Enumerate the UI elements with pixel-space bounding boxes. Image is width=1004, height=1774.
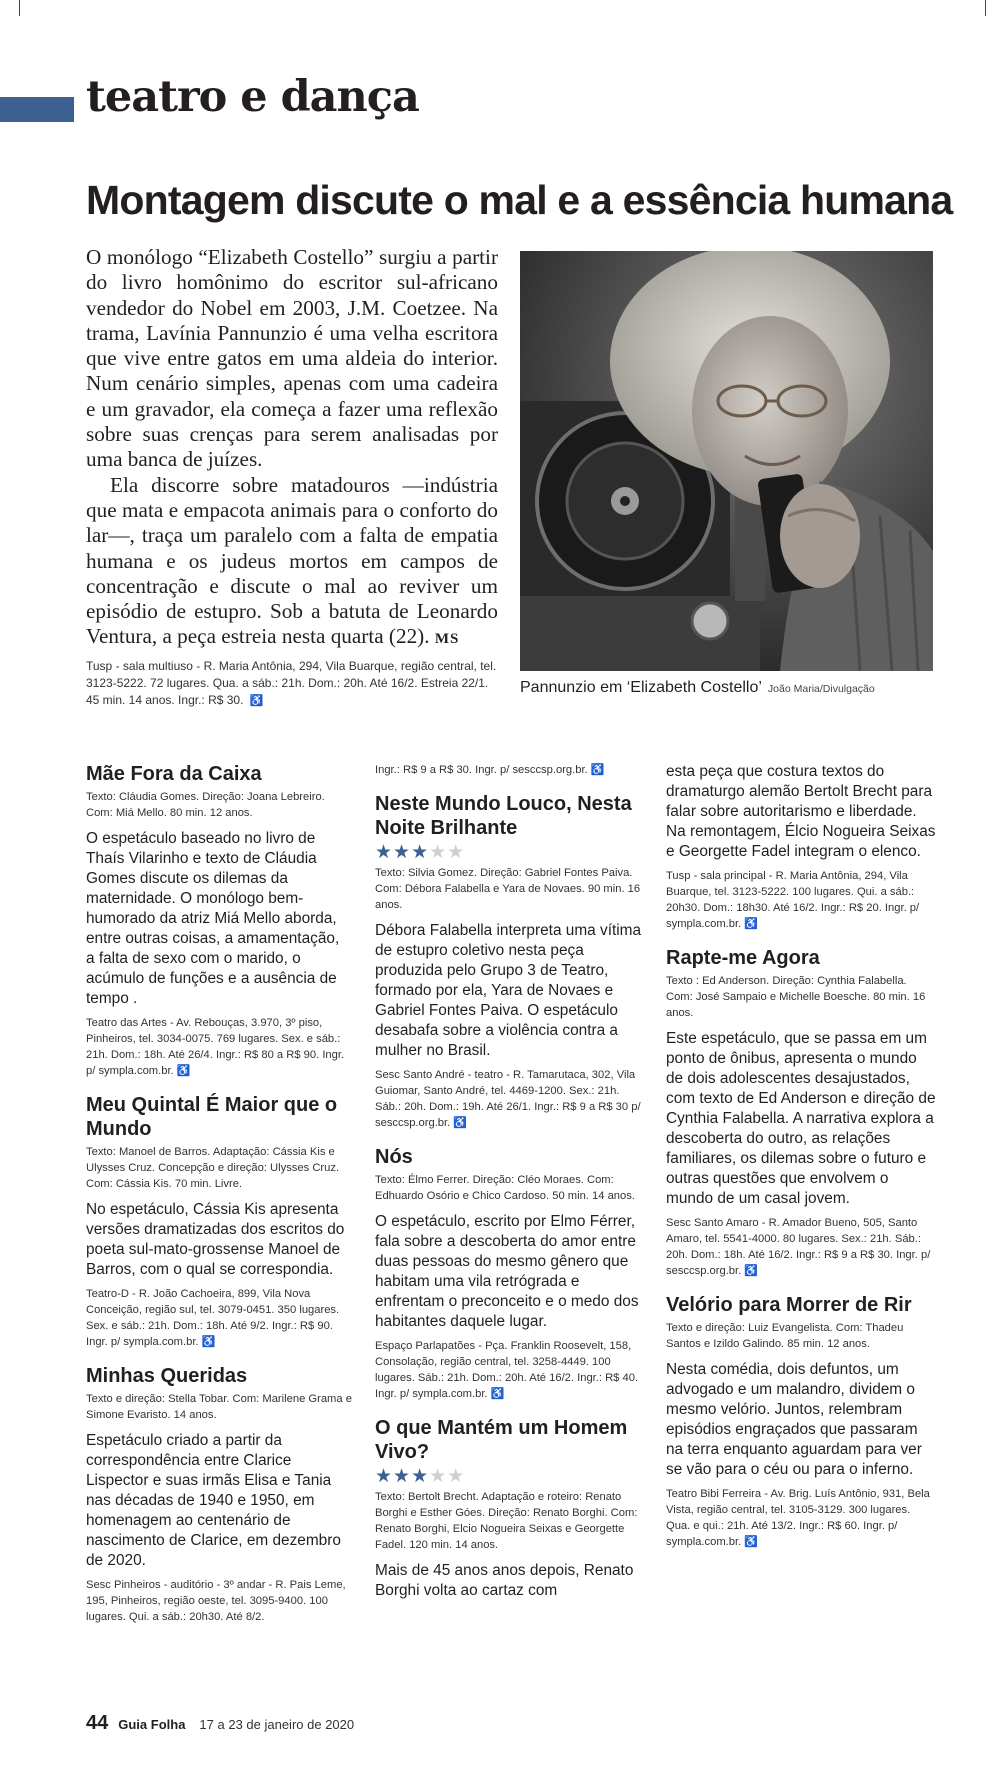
- lead-venue-info: [86, 658, 498, 710]
- star-filled-icon: ★★★: [375, 842, 430, 863]
- show-credits: Texto: Silvia Gomez. Direção: Gabriel Fontes Paiva. Com: Débora Falabella e Yara de Novaes. 90 min. 16 anos.: [375, 867, 641, 911]
- venue-text: Sesc Santo Amaro - R. Amador Bueno, 505, Santo Amaro, tel. 5541-4000. 80 lugares. Sex.: 21h. Sáb.: 20h. Dom.: 18h. Até 16/2. Ingr.: R$ 9 a R$ 30. Ingr. p/ sesccsp.org.br.: [666, 1217, 931, 1277]
- show-venue-info: [86, 1015, 352, 1079]
- show-listing: [666, 946, 936, 1279]
- listings-column-1: [86, 762, 352, 1639]
- lead-headline: Montagem discute o mal e a essência humana: [86, 177, 953, 223]
- venue-text: Sesc Santo André - teatro - R. Tamarutaca, 302, Vila Guiomar, Santo André, tel. 4469-1200. Sex.: 21h. Sáb.: 20h. Dom.: 19h. Até 26/1. Ingr.: R$ 9 a R$ 30 p/ sesccsp.org.br.: [375, 1069, 641, 1129]
- rating-stars: [375, 843, 645, 863]
- show-description: Espetáculo criado a partir da correspondência entre Clarice Lispector e suas irmãs Elisa e Tania nas décadas de 1940 e 1950, em homenagem ao centenário de nascimento de Clarice, em dezembro de 2020.: [86, 1432, 341, 1569]
- show-listing: [86, 1093, 352, 1350]
- photo-credit: João Maria/Divulgação: [767, 683, 875, 695]
- show-title: Meu Quintal É Maior que o Mundo: [86, 1094, 338, 1140]
- show-listing: [86, 1364, 352, 1625]
- star-empty-icon: ★★: [429, 1466, 466, 1487]
- show-listing: [86, 762, 352, 1079]
- show-title: Neste Mundo Louco, Nesta Noite Brilhante: [375, 793, 632, 839]
- rating-stars: [375, 1467, 645, 1487]
- show-title: Mãe Fora da Caixa: [86, 763, 262, 785]
- show-description: No espetáculo, Cássia Kis apresenta versões dramatizadas dos escritos do poeta sul-mato-grossense Manoel de Barros, com o qual se correspondia.: [86, 1201, 345, 1278]
- show-venue-info: [666, 868, 936, 932]
- show-listing-continued: [666, 762, 936, 932]
- accessibility-icon: ♿: [590, 764, 605, 776]
- show-title: O que Mantém um Homem Vivo?: [375, 1417, 628, 1463]
- page-number: 44: [86, 1712, 109, 1734]
- caption-text: Pannunzio em ‘Elizabeth Costello’: [520, 679, 762, 696]
- show-venue-info: [666, 1486, 936, 1550]
- accessibility-icon: ♿: [453, 1117, 467, 1129]
- show-venue-info: [375, 1067, 645, 1131]
- show-title: Minhas Queridas: [86, 1365, 248, 1387]
- venue-text: Teatro Bibi Ferreira - Av. Brig. Luís Antônio, 931, Bela Vista, região central, tel. 3105-3129. 300 lugares. Qua. e qui.: 21h. Até 13/2. Ingr.: R$ 60. Ingr. p/ sympla.com.br.: [666, 1488, 930, 1548]
- venue-text: Espaço Parlapatões - Pça. Franklin Roosevelt, 158, Consolação, região central, tel. 3258-4449. 100 lugares. Sáb.: 21h. Dom.: 20h. Até 16/2. Ingr.: R$ 40. Ingr. p/ sympla.com.br.: [375, 1340, 639, 1400]
- accessibility-icon: ♿: [176, 1065, 191, 1077]
- show-listing: [375, 1145, 645, 1402]
- show-description: Nesta comédia, dois defuntos, um advogado e um malandro, dividem o mesmo velório. Juntos, relembram episódios engraçados que passaram na terra enquanto aguardam para ver se vão para o céu ou para o inferno.: [666, 1361, 922, 1478]
- section-title: teatro e dança: [86, 72, 419, 122]
- show-description: O espetáculo, escrito por Elmo Férrer, fala sobre a descoberta do amor entre duas pessoas do mesmo gênero que habitam uma vila retrógrada e enfrentam o preconceito e o medo dos habitantes daquele lugar.: [375, 1213, 639, 1330]
- publication-name: Guia Folha: [118, 1717, 186, 1732]
- crop-mark-left: [19, 0, 20, 16]
- accessibility-icon: ♿: [744, 1265, 758, 1277]
- venue-text: Teatro das Artes - Av. Rebouças, 3.970, 3º piso, Pinheiros, tel. 3034-0075. 769 lugares. Sex. e sáb.: 21h. Dom.: 18h. Até 26/4. Ingr.: R$ 80 a R$ 90. Ingr. p/ sympla.com.br.: [86, 1017, 345, 1077]
- venue-text: Tusp - sala principal - R. Maria Antônia, 294, Vila Buarque, tel. 3123-5222. 100 lugares. Qui. a sáb.: 20h30. Dom.: 18h30. Até 16/2. Ingr.: R$ 20. Ingr. p/ sympla.com.br.: [666, 870, 920, 930]
- show-credits: Texto: Manoel de Barros. Adaptação: Cássia Kis e Ulysses Cruz. Concepção e direção: Ulysses Cruz. Com: Cássia Kis. 70 min. Livre.: [86, 1146, 340, 1190]
- show-credits: Texto: Cláudia Gomes. Direção: Joana Lebreiro. Com: Miá Mello. 80 min. 12 anos.: [86, 791, 325, 819]
- show-listing: [375, 1416, 645, 1601]
- issue-dates: 17 a 23 de janeiro de 2020: [199, 1717, 355, 1732]
- show-venue-info: [86, 1286, 352, 1350]
- show-credits: Texto: Bertolt Brecht. Adaptação e roteiro: Renato Borghi e Esther Góes. Direção: Renato Borghi. Com: Renato Borghi, Elcio Nogueira Seixas e Georgette Fadel. 120 min. 14 anos.: [375, 1491, 638, 1551]
- show-credits: Texto e direção: Stella Tobar. Com: Marilene Grama e Simone Evaristo. 14 anos.: [86, 1393, 352, 1421]
- accessibility-icon: ♿: [744, 1536, 758, 1548]
- lead-photo: [520, 251, 933, 671]
- photo-caption: [520, 679, 875, 697]
- show-listing: [666, 1293, 936, 1550]
- lead-venue-text: Tusp - sala multiuso - R. Maria Antônia, 294, Vila Buarque, região central, tel. 3123-5222. 72 lugares. Qua. a sáb.: 21h. Dom.: 20h. Até 16/2. Estreia 22/1. 45 min. 14 anos. Ingr.: R$ 30.: [86, 658, 497, 707]
- venue-text: Ingr.: R$ 9 a R$ 30. Ingr. p/ sesccsp.org.br.: [375, 764, 588, 776]
- listings-column-2: [375, 762, 645, 1615]
- show-credits: Texto: Élmo Ferrer. Direção: Cléo Moraes. Com: Edhuardo Osório e Chico Cardoso. 50 min. 14 anos.: [375, 1174, 635, 1202]
- lead-paragraph: [86, 473, 498, 653]
- accessibility-icon: ♿: [744, 918, 758, 930]
- lead-article: [86, 245, 498, 710]
- show-credits: Texto : Ed Anderson. Direção: Cynthia Falabella. Com: José Sampaio e Michelle Boesche. 80 min. 16 anos.: [666, 975, 926, 1019]
- section-color-bar: [0, 97, 74, 122]
- star-filled-icon: ★★★: [375, 1466, 430, 1487]
- star-empty-icon: ★★: [429, 842, 466, 863]
- show-listing: [375, 792, 645, 1131]
- show-description: O espetáculo baseado no livro de Thaís Vilarinho e texto de Cláudia Gomes discute os dilemas da maternidade. O monólogo bem-humorado da atriz Miá Mello aborda, entre outras coisas, a amamentação, a falta de sexo com o marido, o acúmulo de funções e a ausência de tempo .: [86, 830, 340, 1007]
- venue-text: Teatro-D - R. João Cachoeira, 899, Vila Nova Conceição, região sul, tel. 3079-0451. 350 lugares. Sex. e sáb.: 21h. Dom.: 18h. Até 9/2. Ingr.: R$ 90. Ingr. p/ sympla.com.br.: [86, 1288, 340, 1348]
- author-signature: MS: [434, 631, 460, 648]
- show-description: Este espetáculo, que se passa em um ponto de ônibus, apresenta o mundo de dois adolescentes desajustados, com texto de Ed Anderson e direção de Cynthia Falabella. A narrativa explora a descoberta do outro, as relações familiares, os dilemas sobre o futuro e outras questões que envolvem o mundo de um casal jovem.: [666, 1030, 936, 1207]
- show-description: Débora Falabella interpreta uma vítima de estupro coletivo nesta peça produzida pelo Grupo 3 de Teatro, formado por ela, Yara de Novaes e Gabriel Fontes Paiva. O espetáculo desabafa sobre a violência contra a mulher no Brasil.: [375, 922, 642, 1059]
- actress-tape-recorder-photo: [520, 251, 933, 671]
- show-venue-info: Sesc Pinheiros - auditório - 3º andar - R. Pais Leme, 195, Pinheiros, região oeste, tel. 3095-9400. 100 lugares. Qui. a sáb.: 20h30. Até 8/2.: [86, 1579, 346, 1623]
- accessibility-icon: ♿: [249, 694, 264, 707]
- lead-paragraph-text: Ela discorre sobre matadouros —indústria que mata e empacota animais para o conforto do lar—, traça um paralelo com a falta de empatia humana e os judeus mortos em campos de concentração e discute o mal ao reviver um episódio de estupro. Sob a batuta de Leonardo Ventura, a peça estreia nesta quarta (22).: [86, 472, 498, 649]
- show-credits: Texto e direção: Luiz Evangelista. Com: Thadeu Santos e Izildo Galindo. 85 min. 12 anos.: [666, 1322, 904, 1350]
- show-title: Rapte-me Agora: [666, 947, 820, 969]
- show-title: Nós: [375, 1146, 413, 1168]
- continued-venue-info: [375, 762, 645, 778]
- lead-paragraph: O monólogo “Elizabeth Costello” surgiu a partir do livro homônimo do escritor sul-africano vendedor do Nobel em 2003, J.M. Coetzee. Na trama, Lavínia Pannunzio é uma velha escritora que vive entre gatos em uma aldeia do interior. Num cenário simples, apenas com uma cadeira e um gravador, ela começa a fazer uma reflexão sobre suas crenças para serem analisadas por uma banca de juízes.: [86, 245, 498, 472]
- page-footer: [86, 1712, 354, 1735]
- accessibility-icon: ♿: [201, 1336, 216, 1348]
- show-venue-info: [375, 1338, 645, 1402]
- listings-column-3: [666, 762, 936, 1564]
- show-title: Velório para Morrer de Rir: [666, 1294, 912, 1316]
- show-venue-info: [666, 1215, 936, 1279]
- crop-mark-right: [985, 0, 986, 16]
- show-description: esta peça que costura textos do dramaturgo alemão Bertolt Brecht para falar sobre autoritarismo e liberdade. Na remontagem, Élcio Nogueira Seixas e Georgette Fadel integram o elenco.: [666, 763, 936, 860]
- show-description: Mais de 45 anos anos depois, Renato Borghi volta ao cartaz com: [375, 1562, 634, 1599]
- accessibility-icon: ♿: [490, 1388, 505, 1400]
